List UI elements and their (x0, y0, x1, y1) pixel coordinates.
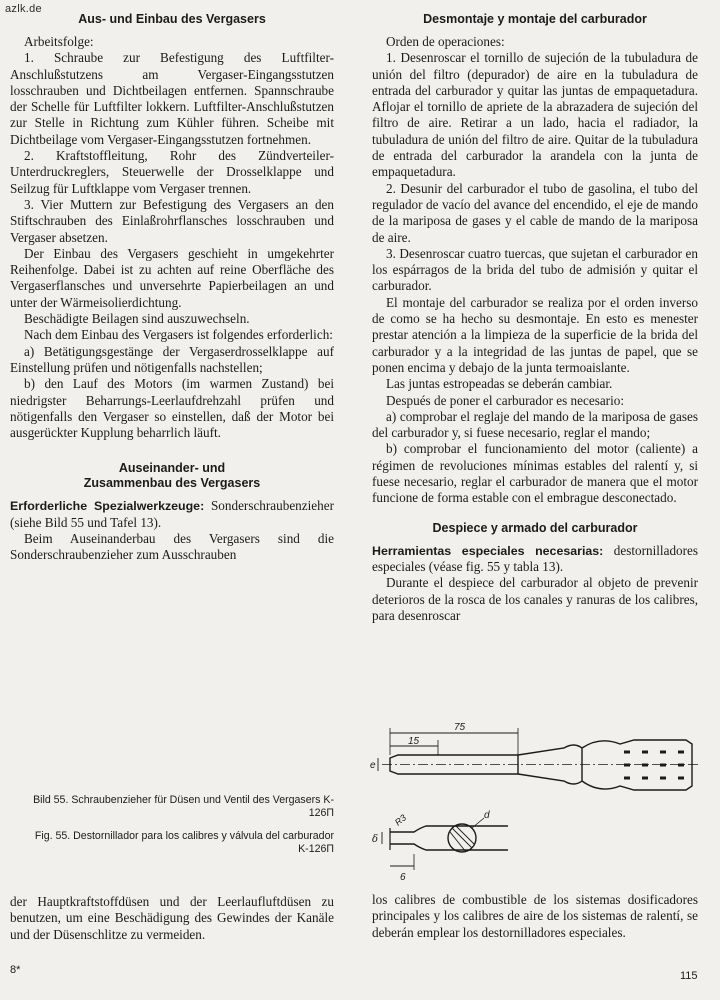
right-paragraph: los calibres de combustible de los sistemas dosificadores principales y los calibres de aire de los sistemas de ralentí, se deberán emplear los destornilladores especiales. (372, 892, 698, 940)
left-paragraph: Nach dem Einbau des Vergasers ist folgendes erforderlich: (24, 327, 333, 343)
right-paragraph: b) comprobar el funcionamiento del motor (caliente) a régimen de revoluciones mínimas estables del ralentí y, si fuese necesario, reglar el carburador de manera que el motor funcione de forma estable con el embrague desconectado. (372, 441, 698, 506)
right-paragraph: 2. Desunir del carburador el tubo de gasolina, el tubo del regulador de vacío del avance del encendido, el eje de mando de la mariposa de gases y el cable de mando de la mariposa de aire. (372, 180, 698, 245)
left-tools-paragraph (10, 498, 334, 531)
blade-tip (390, 826, 508, 850)
right-tools-label: Herramientas especiales necesarias: (372, 543, 604, 558)
left-tools-label: Erforderliche Spezialwerkzeuge: (10, 499, 205, 514)
right-paragraph: Durante el despiece del carburador al objeto de prevenir deterioros de la rosca de los canales y ranuras de los calibres, para desenroscar (372, 575, 698, 623)
right-paragraph: Las juntas estropeadas se deberán cambiar. (386, 376, 613, 392)
left-paragraph: a) Betätigungsgestänge der Vergaserdrosselklappe auf Einstellung prüfen und nötigenfalls nachstellen; (10, 343, 334, 375)
right-tools-paragraph (372, 543, 698, 576)
left-paragraph: 2. Kraftstoffleitung, Rohr des Zündverteiler-Unterdruckreglers, Steuerwelle der Drosselklappe und Seilzug für Luftklappe vom Vergaser trennen. (10, 148, 334, 196)
left-paragraph: Beschädigte Beilagen sind auszuwechseln. (24, 311, 250, 327)
dim-75-label: 75 (454, 722, 466, 733)
left-column (10, 12, 334, 564)
left-tools-text: Sonderschraubenzieher (siehe Bild 55 und Tafel 13). (10, 498, 334, 530)
right-paragraph: a) comprobar el reglaje del mando de la mariposa de gases del carburador y, si fuese necesario, reglar el mando; (372, 408, 698, 441)
dim-r3-label: R3 (392, 812, 409, 828)
right-paragraph: Orden de operaciones: (386, 34, 505, 49)
page-number-left: 8* (10, 964, 21, 976)
right-paragraph: Después de poner el carburador es necesario: (386, 392, 624, 408)
left-continuation (10, 894, 334, 943)
left-paragraph: Beim Auseinanderbau des Vergasers sind die Sonderschraubenzieher zum Ausschrauben (10, 531, 334, 563)
left-paragraph: b) den Lauf des Motors (im warmen Zustand) bei niedrigster Beharrungs-Leerlaufdrehzahl prüfen und nötigenfalls den Vergaser so einstellen, daß der Motor bei ausgerückter Kupplung beharrlich läuft. (10, 376, 334, 441)
right-paragraph: 3. Desenroscar cuatro tuercas, que sujetan el carburador en los espárragos de la brida del tubo de admisión y quitar el carburador. (372, 245, 698, 294)
dim-6-label: 6 (400, 872, 406, 883)
figure-caption-german: Bild 55. Schraubenzieher für Düsen und Ventil des Vergasers K-126П (33, 794, 334, 819)
right-continuation (372, 892, 698, 941)
left-paragraph: 1. Schraube zur Befestigung des Luftfilter-Anschlußstutzens am Vergaser-Eingangsstutzen losschrauben und Dichtbeilagen entfernen. Spannschraube der Schelle für Luftfilter lokkern. Luftfilter-Anschlußstutzen zur Stelle in Richtung zum Kühler führen. Scheibe mit Dichtbeilage vom Vergaser-Eingangsstutzen fortnehmen. (10, 50, 334, 147)
screwdriver-drawing (368, 722, 708, 890)
figure-caption-spanish: Fig. 55. Destornillador para los calibres y válvula del carburador K-126П (34, 830, 334, 855)
left-heading-removal: Aus- und Einbau des Vergasers (78, 12, 266, 26)
left-paragraph: Arbeitsfolge: (24, 34, 94, 49)
dim-e-label: e (370, 760, 376, 771)
dim-delta-label: δ (372, 834, 379, 845)
left-heading-disassembly: Auseinander- und Zusammenbau des Vergasers (83, 461, 261, 491)
figure-captions (10, 794, 334, 856)
right-heading-removal: Desmontaje y montaje del carburador (423, 12, 647, 26)
left-paragraph: 3. Vier Muttern zur Befestigung des Vergasers an den Stiftschrauben des Einlaßrohrflansches losschrauben und Vergaser absetzen. (10, 196, 334, 245)
left-paragraph: der Hauptkraftstoffdüsen und der Leerlaufluftdüsen zu benutzen, um eine Beschädigung des Gewindes der Kanäle und der Düsenschlitze zu vermeiden. (10, 894, 334, 942)
right-paragraph: El montaje del carburador se realiza por el orden inverso de como se ha hecho su desmontaje. En esto es menester prestar atención a la limpieza de la superficie de la brida del carburador y a la integridad de las juntas de papel, que se ponen encima y debajo de la junta termoaislante. (372, 294, 698, 375)
right-paragraph: 1. Desenroscar el tornillo de sujeción de la tubuladura de unión del filtro (depurador) de aire en la tubuladura de entrada del carburador y quitar las juntas de empaquetadura. Aflojar el tornillo de apriete de la abrazadera de sujeción del filtro de aire. Retirar a un lado, hacia el radiador, la tubuladura de unión del filtro de aire. Quitar de la tubuladura de entrada del carburador la arandela con la junta de empaquetadura. (372, 50, 698, 180)
dim-15-label: 15 (408, 736, 420, 747)
handle-body (582, 740, 692, 790)
page-number-right: 115 (680, 970, 698, 982)
right-tools-text: destornilladores especiales (véase fig. 55 y tabla 13). (372, 542, 699, 574)
left-paragraph: Der Einbau des Vergasers geschieht in umgekehrter Reihenfolge. Dabei ist zu achten auf reine Oberfläche des Vergaserflansches und unversehrte Papierbeilagen an und unter der Wärmeisolierdichtung. (10, 245, 334, 310)
right-heading-disassembly: Despiece y armado del carburador (432, 520, 638, 535)
dim-d-label: d (484, 810, 490, 821)
right-column (372, 12, 698, 624)
site-watermark: azlk.de (5, 3, 42, 15)
